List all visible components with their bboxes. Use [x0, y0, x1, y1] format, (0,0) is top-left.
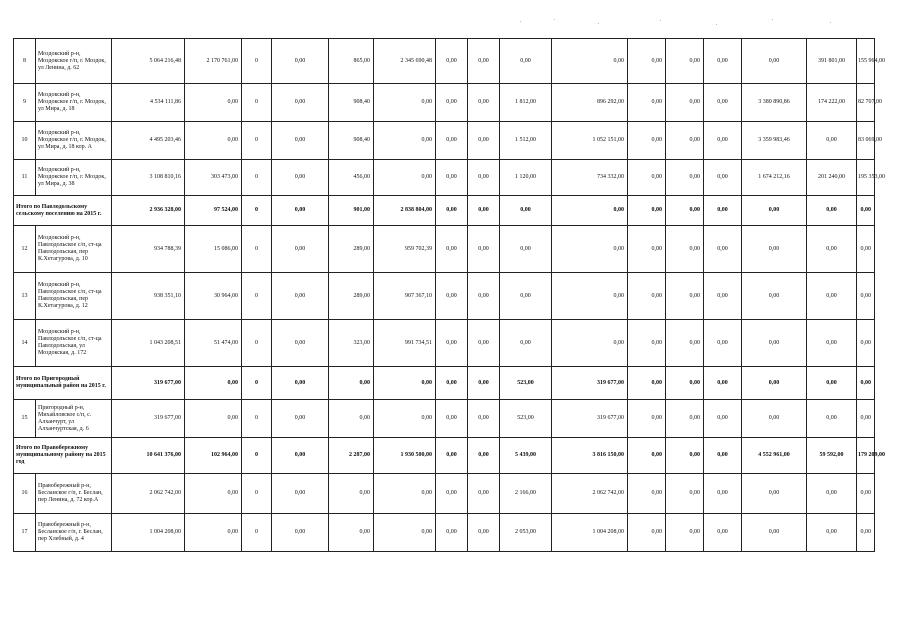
value-cell: 2 166,00	[500, 474, 552, 514]
scan-specks	[520, 18, 860, 26]
value-cell: 2 838 804,00	[374, 196, 436, 226]
value-cell: 0,00	[666, 367, 704, 400]
value-cell: 0,00	[468, 273, 500, 320]
value-cell: 2 062 742,00	[112, 474, 185, 514]
value-cell: 0,00	[468, 84, 500, 122]
value-cell: 2 345 690,48	[374, 39, 436, 84]
value-cell: 0,00	[329, 514, 374, 552]
value-cell: 5 439,00	[500, 438, 552, 474]
value-cell: 0,00	[272, 226, 329, 273]
value-cell: 0,00	[666, 226, 704, 273]
value-cell: 0,00	[436, 39, 468, 84]
value-cell: 0	[242, 367, 272, 400]
value-cell: 0,00	[704, 160, 742, 196]
value-cell: 0,00	[704, 39, 742, 84]
row-number: 14	[14, 320, 36, 367]
value-cell: 0,00	[704, 196, 742, 226]
table-row	[14, 39, 875, 84]
value-cell: 0,00	[500, 273, 552, 320]
value-cell: 0,00	[468, 474, 500, 514]
value-cell: 0,00	[272, 514, 329, 552]
value-cell: 2 062 742,00	[552, 474, 628, 514]
value-cell: 0,00	[552, 196, 628, 226]
value-cell: 0,00	[704, 320, 742, 367]
value-cell: 0,00	[468, 196, 500, 226]
value-cell: 0,00	[468, 514, 500, 552]
value-cell: 0,00	[272, 320, 329, 367]
value-cell: 0,00	[704, 474, 742, 514]
value-cell: 0,00	[628, 400, 666, 438]
subtotal-label: Итого по Павлодольскому сельскому поселению на 2015 г.	[14, 196, 112, 226]
value-cell: 0,00	[185, 122, 242, 160]
value-cell: 0,00	[500, 320, 552, 367]
value-cell: 0,00	[704, 400, 742, 438]
value-cell: 1 930 500,00	[374, 438, 436, 474]
table-row	[14, 122, 875, 160]
value-cell: 0,00	[185, 84, 242, 122]
value-cell: 0,00	[666, 320, 704, 367]
value-cell: 0,00	[628, 438, 666, 474]
value-cell: 0,00	[857, 367, 875, 400]
value-cell: 0,00	[628, 39, 666, 84]
value-cell: 0,00	[436, 474, 468, 514]
value-cell: 0,00	[272, 39, 329, 84]
value-cell: 3 108 810,16	[112, 160, 185, 196]
value-cell: 323,00	[329, 320, 374, 367]
value-cell: 0,00	[552, 226, 628, 273]
value-cell: 0	[242, 160, 272, 196]
value-cell: 0,00	[666, 160, 704, 196]
value-cell: 0,00	[272, 400, 329, 438]
subtotal-row	[14, 438, 875, 474]
value-cell: 1 043 208,51	[112, 320, 185, 367]
value-cell: 102 964,00	[185, 438, 242, 474]
value-cell: 0,00	[272, 438, 329, 474]
value-cell: 0,00	[666, 273, 704, 320]
value-cell: 0,00	[552, 39, 628, 84]
address-cell: Моздокский р-н, Павлодольское с/п, ст-ца Павлодольская, пер К.Хетагурова, д. 12	[36, 273, 112, 320]
value-cell: 0,00	[742, 226, 807, 273]
value-cell: 201 240,00	[807, 160, 857, 196]
row-number: 17	[14, 514, 36, 552]
value-cell: 10 641 376,00	[112, 438, 185, 474]
row-number: 9	[14, 84, 36, 122]
value-cell: 97 524,00	[185, 196, 242, 226]
value-cell: 0,00	[436, 438, 468, 474]
table-row	[14, 84, 875, 122]
value-cell: 4 495 203,46	[112, 122, 185, 160]
address-cell: Моздокский р-н, Павлодольское с/п, ст-ца Павлодольская, пер К.Хетагурова, д. 10	[36, 226, 112, 273]
value-cell: 0,00	[704, 367, 742, 400]
value-cell: 0,00	[185, 367, 242, 400]
value-cell: 0,00	[272, 160, 329, 196]
value-cell: 1 004 208,00	[112, 514, 185, 552]
value-cell: 0,00	[857, 273, 875, 320]
value-cell: 0,00	[436, 84, 468, 122]
value-cell: 1 052 151,00	[552, 122, 628, 160]
value-cell: 0	[242, 474, 272, 514]
value-cell: 0,00	[329, 367, 374, 400]
value-cell: 0,00	[857, 320, 875, 367]
address-cell: Моздокский р-н, Моздокское г/п, г. Моздок, ул Мира, д. 38	[36, 160, 112, 196]
value-cell: 0,00	[666, 474, 704, 514]
value-cell: 0,00	[374, 160, 436, 196]
value-cell: 0,00	[742, 273, 807, 320]
value-cell: 0,00	[704, 514, 742, 552]
value-cell: 289,00	[329, 273, 374, 320]
value-cell: 0,00	[807, 400, 857, 438]
value-cell: 0,00	[807, 122, 857, 160]
value-cell: 0,00	[857, 226, 875, 273]
value-cell: 0,00	[374, 367, 436, 400]
value-cell: 0,00	[552, 273, 628, 320]
address-cell: Моздокский р-н, Моздокское г/п, г. Моздок, ул Мира, д. 18	[36, 84, 112, 122]
value-cell: 1 812,00	[500, 84, 552, 122]
value-cell: 5 064 216,48	[112, 39, 185, 84]
value-cell: 0,00	[742, 39, 807, 84]
value-cell: 0	[242, 438, 272, 474]
value-cell: 4 552 961,00	[742, 438, 807, 474]
value-cell: 0,00	[468, 320, 500, 367]
value-cell: 0,00	[704, 438, 742, 474]
value-cell: 0,00	[628, 84, 666, 122]
value-cell: 0,00	[742, 474, 807, 514]
value-cell: 0,00	[329, 474, 374, 514]
value-cell: 0,00	[500, 196, 552, 226]
value-cell: 0,00	[272, 84, 329, 122]
value-cell: 0,00	[272, 367, 329, 400]
value-cell: 0	[242, 320, 272, 367]
value-cell: 907 367,10	[374, 273, 436, 320]
subtotal-label: Итого по Пригородный муниципальный район на 2015 г.	[14, 367, 112, 400]
value-cell: 391 801,00	[807, 39, 857, 84]
value-cell: 865,00	[329, 39, 374, 84]
value-cell: 1 674 212,16	[742, 160, 807, 196]
value-cell: 0,00	[468, 226, 500, 273]
value-cell: 51 474,00	[185, 320, 242, 367]
value-cell: 0,00	[436, 273, 468, 320]
value-cell: 0,00	[807, 474, 857, 514]
value-cell: 319 677,00	[112, 367, 185, 400]
row-number: 16	[14, 474, 36, 514]
value-cell: 0,00	[185, 474, 242, 514]
value-cell: 0,00	[628, 122, 666, 160]
value-cell: 319 677,00	[112, 400, 185, 438]
value-cell: 4 534 111,86	[112, 84, 185, 122]
value-cell: 0,00	[628, 160, 666, 196]
row-number: 12	[14, 226, 36, 273]
value-cell: 0,00	[742, 400, 807, 438]
table-row	[14, 400, 875, 438]
value-cell: 0,00	[807, 226, 857, 273]
value-cell: 0	[242, 400, 272, 438]
value-cell: 908,40	[329, 122, 374, 160]
value-cell: 0,00	[666, 122, 704, 160]
table-row	[14, 320, 875, 367]
value-cell: 896 292,00	[552, 84, 628, 122]
value-cell: 2 170 761,00	[185, 39, 242, 84]
table-body	[14, 39, 885, 552]
value-cell: 1 120,00	[500, 160, 552, 196]
value-cell: 0,00	[742, 320, 807, 367]
value-cell: 0,00	[704, 226, 742, 273]
value-cell: 15 086,00	[185, 226, 242, 273]
address-cell: Моздокский р-н, Моздокское г/п, г. Моздок, ул Ленина, д. 62	[36, 39, 112, 84]
value-cell: 0,00	[628, 196, 666, 226]
subtotal-row	[14, 196, 875, 226]
value-cell: 0,00	[742, 514, 807, 552]
value-cell: 0,00	[628, 320, 666, 367]
value-cell: 0,00	[666, 514, 704, 552]
value-cell: 0,00	[468, 122, 500, 160]
value-cell: 59 592,00	[807, 438, 857, 474]
value-cell: 0,00	[742, 367, 807, 400]
value-cell: 0,00	[857, 400, 875, 438]
value-cell: 938 351,10	[112, 273, 185, 320]
value-cell: 0,00	[807, 320, 857, 367]
value-cell: 3 380 890,86	[742, 84, 807, 122]
value-cell: 523,00	[500, 367, 552, 400]
value-cell: 0,00	[436, 160, 468, 196]
value-cell: 82 707,00	[857, 84, 875, 122]
value-cell: 0,00	[666, 400, 704, 438]
value-cell: 179 209,00	[857, 438, 875, 474]
value-cell: 195 353,00	[857, 160, 875, 196]
value-cell: 0,00	[374, 84, 436, 122]
value-cell: 0,00	[272, 273, 329, 320]
row-number: 8	[14, 39, 36, 84]
value-cell: 0,00	[666, 196, 704, 226]
value-cell: 456,00	[329, 160, 374, 196]
value-cell: 0,00	[374, 122, 436, 160]
value-cell: 0,00	[272, 474, 329, 514]
value-cell: 0	[242, 122, 272, 160]
value-cell: 0,00	[807, 367, 857, 400]
value-cell: 0,00	[807, 514, 857, 552]
value-cell: 0,00	[628, 514, 666, 552]
value-cell: 0,00	[272, 196, 329, 226]
value-cell: 0,00	[857, 474, 875, 514]
value-cell: 0,00	[704, 84, 742, 122]
value-cell: 0,00	[628, 226, 666, 273]
value-cell: 289,00	[329, 226, 374, 273]
value-cell: 0	[242, 196, 272, 226]
value-cell: 174 222,00	[807, 84, 857, 122]
value-cell: 0	[242, 273, 272, 320]
value-cell: 0,00	[857, 514, 875, 552]
table-row	[14, 514, 875, 552]
value-cell: 0,00	[185, 514, 242, 552]
table-row	[14, 273, 875, 320]
value-cell: 991 734,51	[374, 320, 436, 367]
value-cell: 0,00	[374, 474, 436, 514]
value-cell: 0,00	[857, 196, 875, 226]
value-cell: 0,00	[807, 196, 857, 226]
value-cell: 0,00	[468, 160, 500, 196]
value-cell: 0,00	[468, 438, 500, 474]
address-cell: Пригородный р-н, Михайловское с/п, с. Алханчурт, ул Алханчуртская, д. 6	[36, 400, 112, 438]
table-row	[14, 474, 875, 514]
value-cell: 523,00	[500, 400, 552, 438]
value-cell: 901,00	[329, 196, 374, 226]
value-cell: 319 677,00	[552, 400, 628, 438]
value-cell: 0,00	[436, 367, 468, 400]
value-cell: 0,00	[374, 514, 436, 552]
address-cell: Моздокский р-н, Моздокское г/п, г. Моздок, ул Мира, д. 18 кор. А	[36, 122, 112, 160]
value-cell: 3 359 983,46	[742, 122, 807, 160]
value-cell: 303 473,00	[185, 160, 242, 196]
value-cell: 319 677,00	[552, 367, 628, 400]
value-cell: 2 053,00	[500, 514, 552, 552]
value-cell: 0,00	[329, 400, 374, 438]
value-cell: 959 702,39	[374, 226, 436, 273]
value-cell: 0,00	[436, 320, 468, 367]
value-cell: 3 816 150,00	[552, 438, 628, 474]
row-number: 15	[14, 400, 36, 438]
value-cell: 0,00	[628, 474, 666, 514]
row-number: 13	[14, 273, 36, 320]
value-cell: 0,00	[436, 196, 468, 226]
value-cell: 0,00	[704, 273, 742, 320]
value-cell: 0,00	[807, 273, 857, 320]
value-cell: 0	[242, 514, 272, 552]
value-cell: 734 332,00	[552, 160, 628, 196]
value-cell: 0,00	[468, 39, 500, 84]
value-cell: 934 788,39	[112, 226, 185, 273]
value-cell: 1 512,00	[500, 122, 552, 160]
row-number: 11	[14, 160, 36, 196]
address-cell: Правобережный р-н, Бесланское г/п, г. Беслан, пер Ленина, д. 72 кор.А	[36, 474, 112, 514]
value-cell: 0,00	[436, 122, 468, 160]
value-cell: 0,00	[185, 400, 242, 438]
value-cell: 1 004 208,00	[552, 514, 628, 552]
value-cell: 0,00	[666, 39, 704, 84]
value-cell: 0,00	[468, 400, 500, 438]
value-cell: 2 936 328,00	[112, 196, 185, 226]
value-cell: 0,00	[436, 400, 468, 438]
row-number: 10	[14, 122, 36, 160]
value-cell: 0,00	[666, 438, 704, 474]
value-cell: 0,00	[628, 273, 666, 320]
value-cell: 0,00	[500, 39, 552, 84]
value-cell: 0,00	[552, 320, 628, 367]
value-cell: 0,00	[272, 122, 329, 160]
value-cell: 0,00	[436, 514, 468, 552]
value-cell: 155 964,00	[857, 39, 875, 84]
value-cell: 908,40	[329, 84, 374, 122]
table-row	[14, 226, 875, 273]
value-cell: 0	[242, 39, 272, 84]
subtotal-row	[14, 367, 875, 400]
value-cell: 30 964,00	[185, 273, 242, 320]
value-cell: 0,00	[704, 122, 742, 160]
value-cell: 2 287,00	[329, 438, 374, 474]
subtotal-label: Итого по Правобережному муниципальному району на 2015 год	[14, 438, 112, 474]
table-row	[14, 160, 875, 196]
value-cell: 83 069,00	[857, 122, 875, 160]
address-cell: Моздокский р-н, Павлодольское с/п, ст-ца Павлодольская, ул Моздокская, д. 172	[36, 320, 112, 367]
value-cell: 0	[242, 84, 272, 122]
value-cell: 0,00	[374, 400, 436, 438]
value-cell: 0	[242, 226, 272, 273]
value-cell: 0,00	[500, 226, 552, 273]
budget-table	[13, 38, 885, 552]
value-cell: 0,00	[436, 226, 468, 273]
value-cell: 0,00	[742, 196, 807, 226]
address-cell: Правобережный р-н, Бесланское г/п, г. Беслан, пер Хлебный, д. 4	[36, 514, 112, 552]
value-cell: 0,00	[468, 367, 500, 400]
value-cell: 0,00	[628, 367, 666, 400]
value-cell: 0,00	[666, 84, 704, 122]
